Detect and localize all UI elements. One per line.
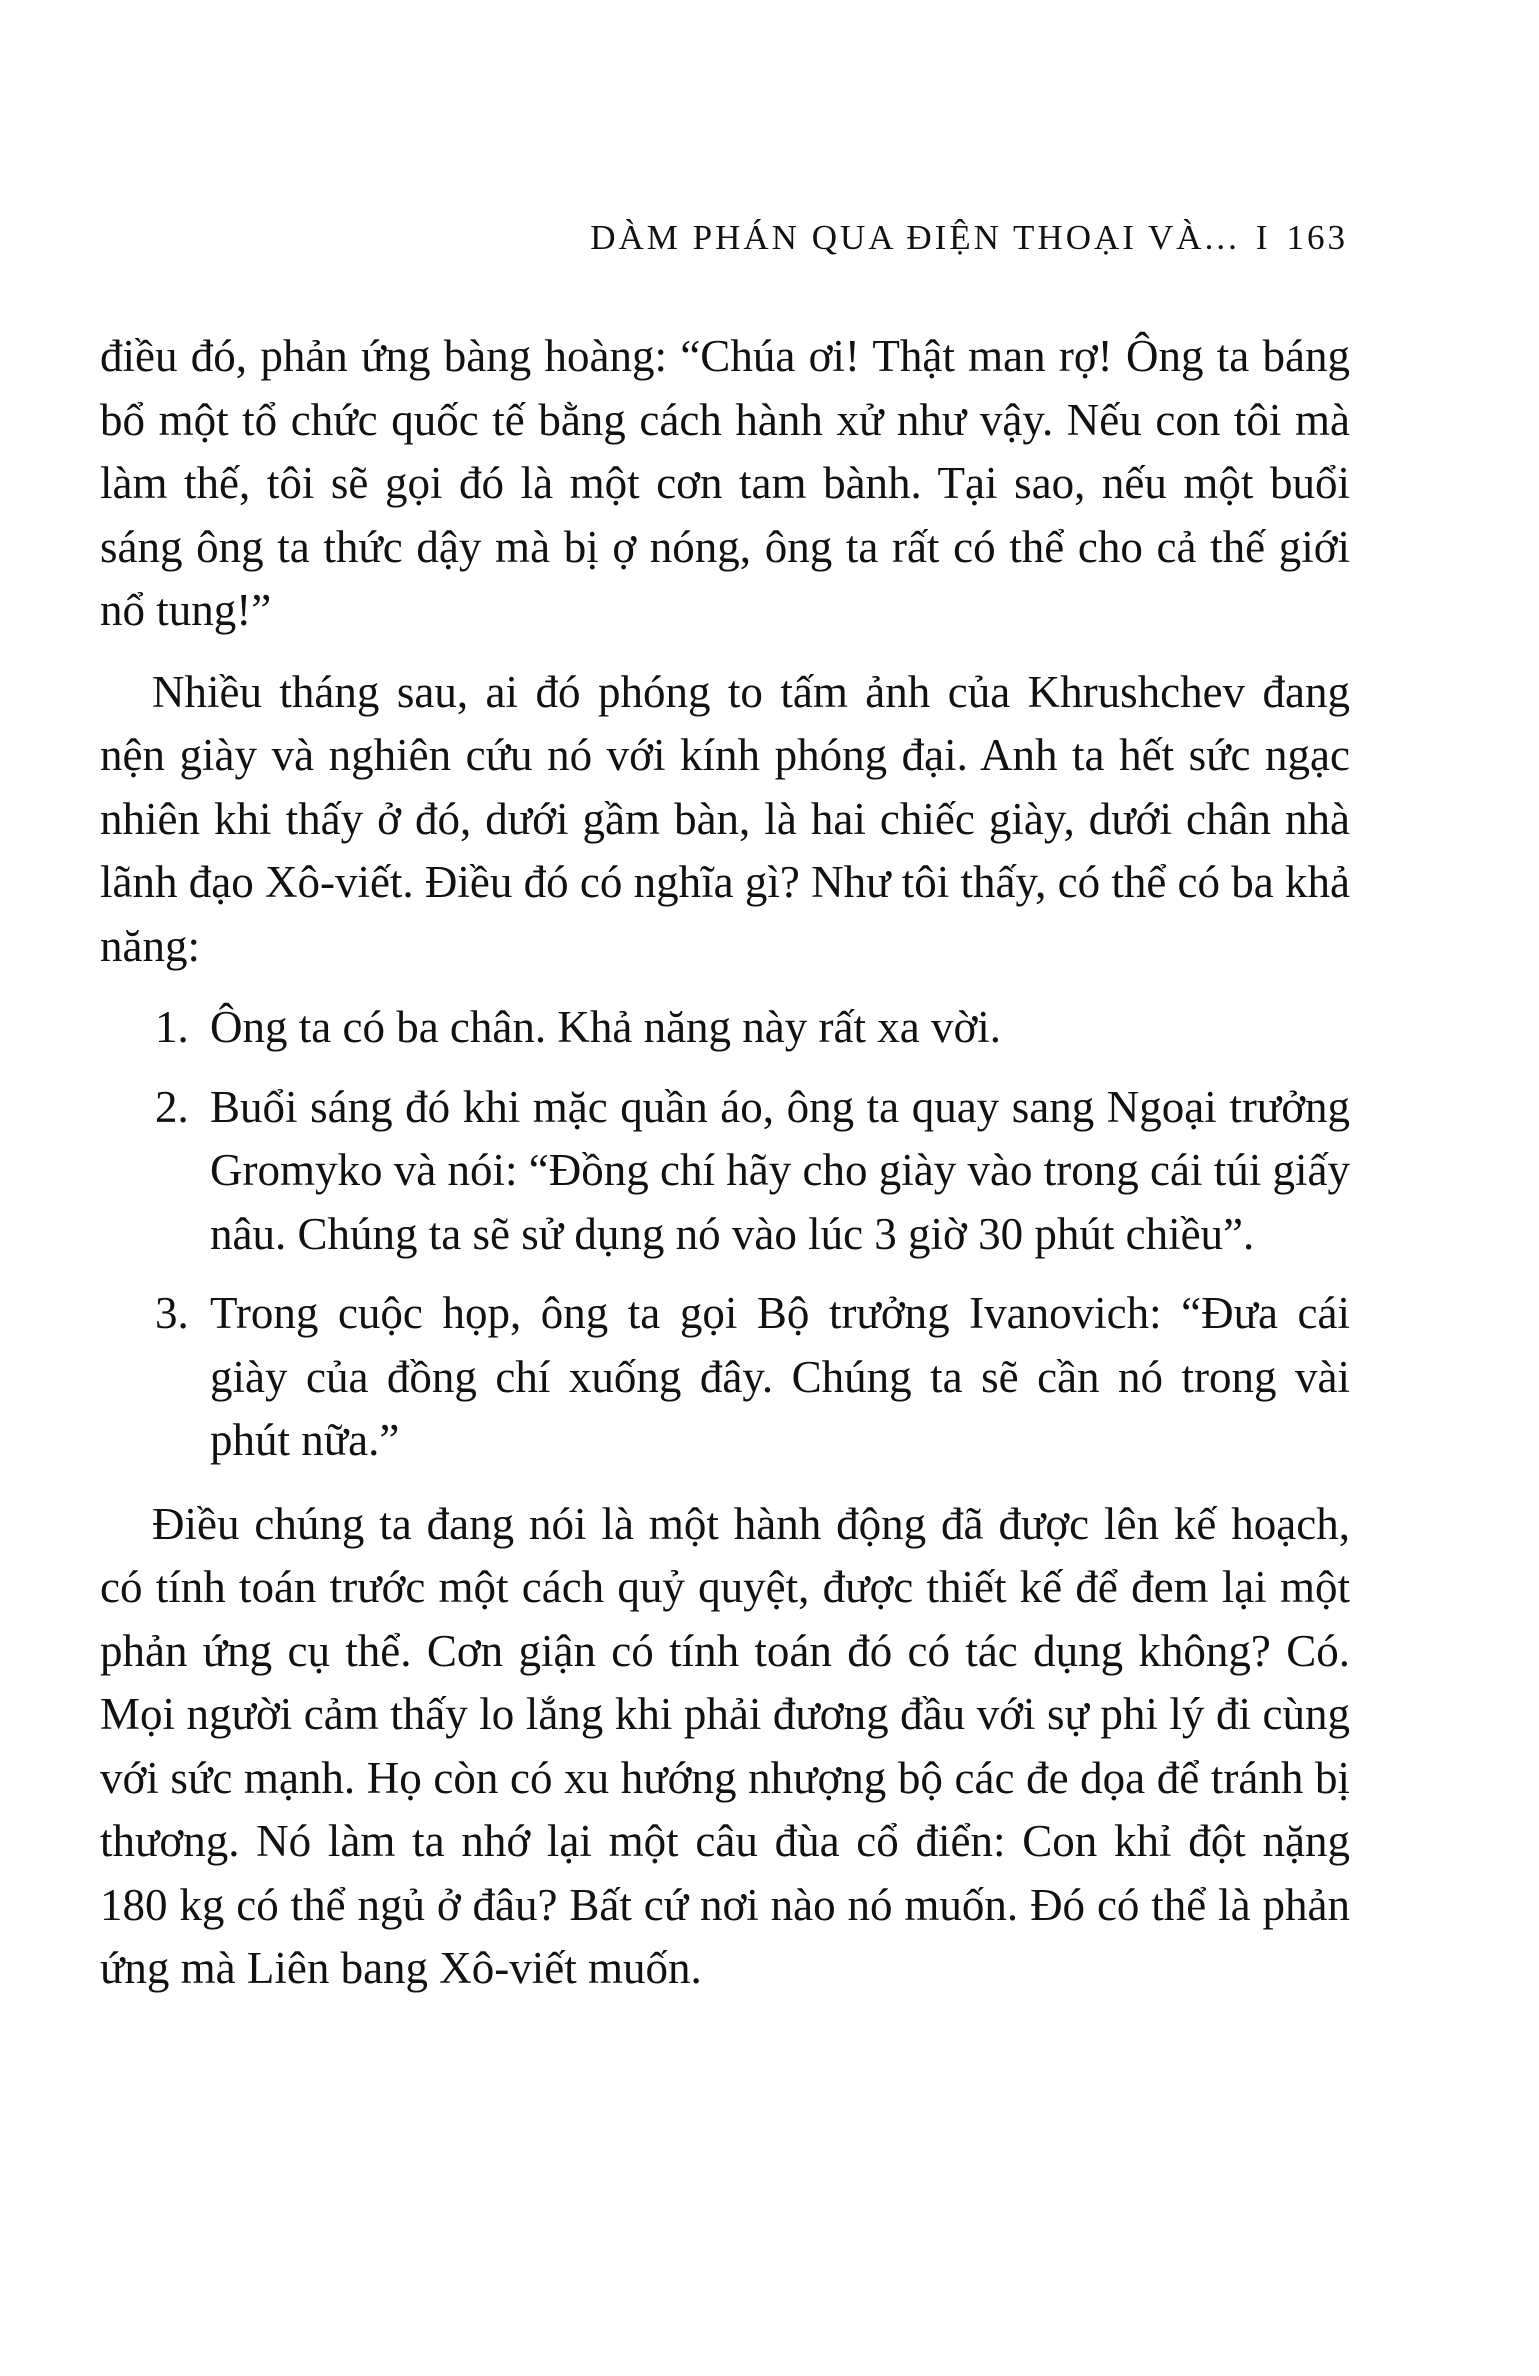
list-item-number: 1.: [155, 1002, 189, 1052]
paragraph-conclusion: Điều chúng ta đang nói là một hành động đã được lên kế hoạch, có tính toán trước một cách quỷ quyệt, được thiết kế để đem lại một phản ứng cụ thể. Cơn giận có tính toán đó có tác dụng không? Có. Mọi người cảm thấy lo lắng khi phải đương đầu với sự phi lý đi cùng với sức mạnh. Họ còn có xu hướng nhượng bộ các đe dọa để tránh bị thương. Nó làm ta nhớ lại một câu đùa cổ điển: Con khỉ đột nặng 180 kg có thể ngủ ở đâu? Bất cứ nơi nào nó muốn. Đó có thể là phản ứng mà Liên bang Xô-viết muốn.: [100, 1498, 1350, 1993]
list-item: [100, 996, 1350, 1060]
list-item-number: 3.: [155, 1288, 189, 1338]
list-item-text: Ông ta có ba chân. Khả năng này rất xa vời.: [210, 1002, 1002, 1052]
list-item-text: Buổi sáng đó khi mặc quần áo, ông ta quay sang Ngoại trưởng Gromyko và nói: “Đồng chí hãy cho giày vào trong cái túi giấy nâu. Chúng ta sẽ sử dụng nó vào lúc 3 giờ 30 phút chiều”.: [210, 1081, 1350, 1259]
page-number: 163: [1286, 218, 1348, 257]
list-item: [100, 1282, 1350, 1473]
running-header: [490, 218, 1348, 258]
body-text: [100, 325, 1350, 2019]
paragraph-continuation: điều đó, phản ứng bàng hoàng: “Chúa ơi! Thật man rợ! Ông ta báng bổ một tổ chức quốc tế bằng cách hành xử như vậy. Nếu con tôi mà làm thế, tôi sẽ gọi đó là một cơn tam bành. Tại sao, nếu một buổi sáng ông ta thức dậy mà bị ợ nóng, ông ta rất có thể cho cả thế giới nổ tung!”: [100, 331, 1350, 635]
running-title: DÀM PHÁN QUA ĐIỆN THOẠI VÀ...: [590, 218, 1240, 257]
list-item-number: 2.: [155, 1081, 189, 1132]
list-item-text: Trong cuộc họp, ông ta gọi Bộ trưởng Ivanovich: “Đưa cái giày của đồng chí xuống đây. Chúng ta sẽ cần nó trong vài phút nữa.”: [210, 1288, 1350, 1465]
possibilities-list: [100, 996, 1350, 1473]
list-item: [100, 1076, 1350, 1267]
paragraph-photo-story: Nhiều tháng sau, ai đó phóng to tấm ảnh của Khrushchev đang nện giày và nghiên cứu nó với kính phóng đại. Anh ta hết sức ngạc nhiên khi thấy ở đó, dưới gầm bàn, là hai chiếc giày, dưới chân nhà lãnh đạo Xô-viết. Điều đó có nghĩa gì? Như tôi thấy, có thể có ba khả năng:: [100, 666, 1350, 971]
header-separator: I: [1255, 218, 1271, 257]
